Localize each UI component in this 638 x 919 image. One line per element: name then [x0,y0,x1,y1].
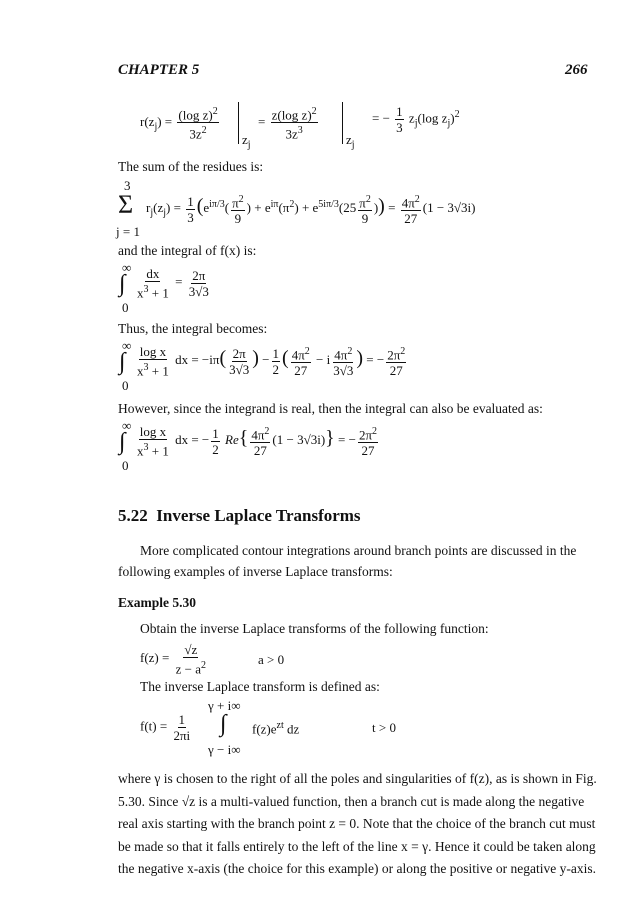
integral-upper: ∞ [122,338,132,353]
integral-f-text: and the integral of f(x) is: [118,243,257,258]
residue-equation [140,104,221,142]
residue-step2: = $\frac{z(\log z)^2}{3z^3}$ [258,106,317,142]
fraction: $\frac{(\log z)^2}{3z^2}$ [178,106,218,142]
ft-condition: t > 0 [372,720,396,735]
sum-text: The sum of the residues is: [118,159,264,174]
section-number: 5.22 [118,506,148,525]
ft-integrand: $f(z)e^{zt}$ dz [252,720,300,737]
integral-upper: γ + i∞ [208,698,241,713]
fz-equation: f(z) = $\frac{√z}{z - a^2}$ [140,642,206,677]
integral-icon: ∫ [119,271,126,297]
sum-upper: 3 [124,178,131,193]
residue-lhs: $r(z_j)$ = [140,113,173,133]
obtain-text: Obtain the inverse Laplace transforms of the following function: [140,621,489,636]
evaluation-bar [342,102,343,144]
summation-icon: Σ [118,190,134,219]
integral-icon: ∫ [220,711,227,737]
final-paragraph: where γ is chosen to the right of all the poles and singularities of f(z), as is shown in Fig. 5.30. Since √z is a multi-valued function, then a branch cut is made along the negative real axis starting with the branch point z = 0. Note that the choice of the branch cut must be made so that it falls entirely to the left of the line x = γ. Hence it could be taken along the negative x-axis (the choice for this example) or along the positive or negative y-axis. [118,771,597,876]
thus-equation: $\frac{\text{log x}}{x^3 + 1}$ dx = −iπ( $\frac{2\pi}{3√3}$ ) − $\frac{1}{2}$ ( $\frac{4\pi^2}{27}$ − i $\frac{4\pi^2}{3√3}$ ) = − $\frac{2\pi^2}{27}$ [137,344,406,379]
integral-icon: ∫ [119,429,126,455]
however-text: However, since the integrand is real, then the integral can also be evaluated as: [118,401,543,416]
integral-f-equation: $\frac{dx}{x^3 + 1}$ = $\frac{2\pi}{3√3}$ [137,266,209,301]
defined-text: The inverse Laplace transform is defined as: [140,679,380,694]
section-title: Inverse Laplace Transforms [156,506,361,525]
sum-lower: j = 1 [116,224,140,239]
integral-icon: ∫ [119,349,126,375]
intro-paragraph: More complicated contour integrations around branch points are discussed in the following examples of inverse Laplace transforms: [118,543,577,579]
evaluation-bar [238,102,239,144]
fz-condition: a > 0 [258,652,285,667]
integral-lower: 0 [122,458,129,473]
fraction: $\frac{1}{3}$ [396,104,403,135]
integral-upper: ∞ [122,418,132,433]
chapter-label: CHAPTER 5 [118,62,200,78]
integral-lower: γ − i∞ [208,742,241,757]
thus-text: Thus, the integral becomes: [118,321,268,336]
eval-point: $z_j$ [346,132,355,151]
example-heading: Example 5.30 [118,595,197,610]
real-equation: $\frac{\text{log x}}{x^3 + 1}$ dx = − $\frac{1}{2}$ Re{ $\frac{4\pi^2}{27}$ (1 − 3√3i)} = − $\frac{2\pi^2}{27}$ [137,424,378,459]
page-number: 266 [565,62,588,78]
residue-step3: = − $\frac{1}{3}$ $z_j(\log$ $z_j)^2$ [372,104,460,135]
integral-upper: ∞ [122,260,132,275]
fraction: $\frac{z(\log z)^2}{3z^3}$ [271,106,317,142]
ft-equation: f(t) = $\frac{1}{2\pi i}$ [140,712,191,743]
integral-lower: 0 [122,300,129,315]
section-heading [118,506,361,526]
integral-lower: 0 [122,378,129,393]
sum-equation: $r_j(z_j)$ = $\frac{1}{3}$ ($e^{i\pi/3}$( $\frac{\pi^2}{9}$ ) + $e^{i\pi}(\pi^2) + e^{5i\pi/3}(25$ $\frac{\pi^2}{9}$ )) = $\frac{4\pi^2}{27}$ (1 − 3√3i) [146,193,476,227]
eval-point: $z_j$ [242,132,251,151]
